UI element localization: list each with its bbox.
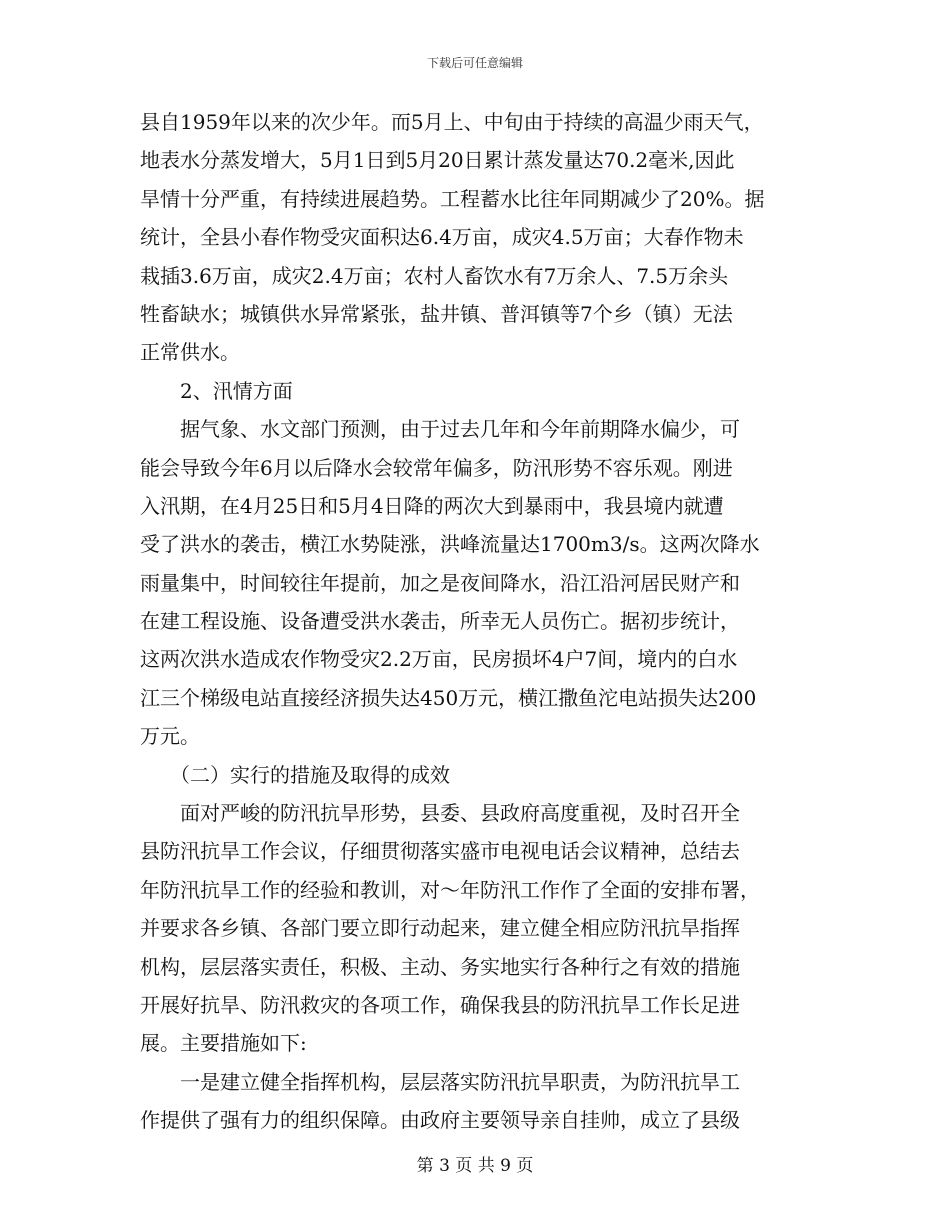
text-line: 一是建立健全指挥机构，层层落实防汛抗旱职责，为防汛抗旱工 [140, 1069, 740, 1094]
text-line: 在建工程设施、设备遭受洪水袭击，所幸无人员伤亡。据初步统计， [140, 609, 740, 634]
text-line: 县防汛抗旱工作会议，仔细贯彻落实盛市电视电话会议精神，总结去 [140, 839, 740, 864]
text-line: 万元。 [140, 724, 200, 749]
text-line: 受了洪水的袭击，横江水势陡涨，洪峰流量达1700m3/s。这两次降水 [140, 532, 760, 557]
page-header-note: 下载后可任意编辑 [426, 56, 523, 70]
text-line: 正常供水。 [140, 340, 240, 365]
text-line: 开展好抗旱、防汛救灾的各项工作，确保我县的防汛抗旱工作长足进 [140, 992, 740, 1017]
text-line: 旱情十分严重，有持续进展趋势。工程蓄水比往年同期减少了20%。据 [140, 186, 765, 211]
text-line: 雨量集中，时间较往年提前，加之是夜间降水，沿江沿河居民财产和 [140, 570, 740, 595]
text-line: 县自1959年以来的次少年。而5月上、中旬由于持续的高温少雨天气， [140, 110, 764, 134]
text-line: 这两次洪水造成农作物受灾2.2万亩，民房损坏4户7间，境内的白水 [140, 647, 738, 672]
text-line: 据气象、水文部门预测，由于过去几年和今年前期降水偏少，可 [140, 417, 740, 442]
text-line: 年防汛抗旱工作的经验和教训，对～年防汛工作作了全面的安排布署， [140, 877, 760, 902]
text-line: 江三个梯级电站直接经济损失达450万元，横江撒鱼沱电站损失达200 [140, 685, 757, 710]
text-line: 入汛期，在4月25日和5月4日降的两次大到暴雨中，我县境内就遭 [140, 493, 724, 518]
text-line: 机构，层层落实责任，积极、主动、务实地实行各种行之有效的措施 [140, 954, 740, 979]
text-line: 地表水分蒸发增大，5月1日到5月20日累计蒸发量达70.2毫米,因此 [140, 148, 735, 173]
section-heading: 2、汛情方面 [140, 378, 293, 403]
text-line: 作提供了强有力的组织保障。由政府主要领导亲自挂帅，成立了县级 [140, 1108, 740, 1133]
text-line: 牲畜缺水；城镇供水异常紧张，盐井镇、普洱镇等7个乡（镇）无法 [140, 301, 733, 326]
section-heading: （二）实行的措施及取得的成效 [140, 762, 450, 787]
text-line: 栽插3.6万亩，成灾2.4万亩；农村人畜饮水有7万余人、7.5万余头 [140, 263, 729, 288]
text-line: 并要求各乡镇、各部门要立即行动起来，建立健全相应防汛抗旱指挥 [140, 916, 740, 941]
text-line: 统计，全县小春作物受灾面积达6.4万亩，成灾4.5万亩；大春作物未 [140, 225, 744, 250]
text-line: 展。主要措施如下: [140, 1031, 307, 1056]
text-line: 能会导致今年6月以后降水会较常年偏多，防汛形势不容乐观。刚进 [140, 455, 733, 480]
document-body [140, 103, 820, 1140]
text-line: 面对严峻的防汛抗旱形势，县委、县政府高度重视，及时召开全 [140, 801, 740, 826]
page-number-footer: 第 3 页 共 9 页 [416, 1156, 534, 1176]
